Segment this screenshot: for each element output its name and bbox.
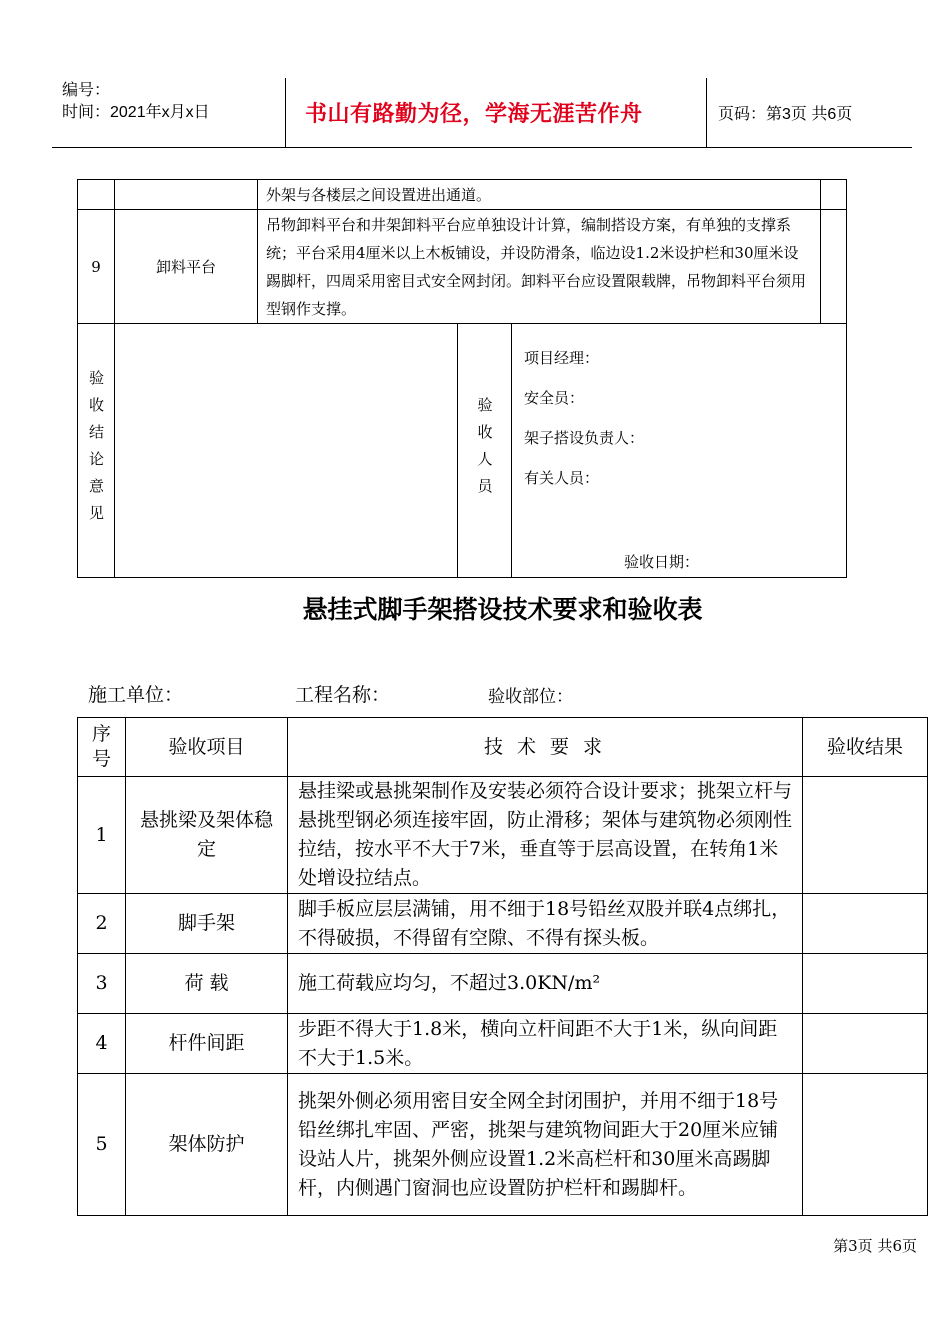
inspection-item: 脚手架: [126, 894, 288, 954]
inspection-item: 架体防护: [126, 1074, 288, 1216]
column-header-requirement: 技 术 要 求: [288, 718, 803, 777]
row-number: 2: [78, 894, 126, 954]
requirement-cell: 悬挂梁或悬挑架制作及安装必须符合设计要求；挑架立杆与悬挑型钢必须连接牢固，防止滑移；架体与建筑物必须刚性拉结，按水平不大于7米，垂直等于层高设置，在转角1米处增设拉结点。: [288, 777, 803, 894]
row-number: 1: [78, 777, 126, 894]
table-row: [78, 1074, 928, 1216]
inspection-item: 悬挑梁及架体稳 定: [126, 777, 288, 894]
conclusion-field: [115, 324, 458, 578]
construction-unit-label: 施工单位：: [88, 684, 184, 706]
requirement-cell: 挑架外侧必须用密目安全网全封闭围护，并用不细于18号铅丝绑扎牢固、严密，挑架与建筑物间距大于20厘米应铺设站人片，挑架外侧应设置1.2米高栏杆和30厘米高踢脚杆，内侧遇门窗洞也应设置防护栏杆和踢脚杆。: [288, 1074, 803, 1216]
requirement-cell: 步距不得大于1.8米，横向立杆间距不大于1米，纵向间距不大于1.5米。: [288, 1014, 803, 1074]
table-row: [78, 210, 847, 324]
inspector-label: 验收人员: [475, 396, 494, 505]
signature-line-scaffold-lead: 架子搭设负责人：: [524, 429, 645, 447]
inspector-signatures: [512, 324, 847, 578]
signature-line-project-manager: 项目经理：: [524, 349, 600, 367]
column-header-no: 序号: [91, 723, 111, 770]
result-cell: [803, 1014, 928, 1074]
requirement-cell: 施工荷载应均匀，不超过3.0KN/m²: [288, 954, 803, 1014]
result-cell: [803, 777, 928, 894]
column-header-item: 验收项目: [126, 718, 288, 777]
requirement-cell: 外架与各楼层之间设置进出通道。: [258, 180, 821, 210]
document-time-label: 时间：2021年x月x日: [62, 104, 210, 121]
header-divider-right: [706, 78, 707, 147]
result-cell: [803, 1074, 928, 1216]
column-header-result: 验收结果: [803, 718, 928, 777]
section-title: 悬挂式脚手架搭设技术要求和验收表: [302, 595, 703, 624]
table-header-row: [78, 718, 928, 777]
table-row: [78, 1014, 928, 1074]
row-number: 9: [78, 210, 115, 324]
conclusion-label-cell: [78, 324, 115, 578]
suspended-scaffold-table: [77, 717, 928, 1216]
table-row: [78, 180, 847, 210]
header-info: [62, 80, 210, 124]
header-rule: [52, 147, 912, 148]
acceptance-part-label: 验收部位：: [488, 687, 573, 707]
inspection-item: 卸料平台: [115, 210, 258, 324]
document-number-label: 编号：: [62, 82, 111, 99]
result-cell: [803, 954, 928, 1014]
header-motto: 书山有路勤为径，学海无涯苦作舟: [305, 101, 643, 127]
inspection-item: 杆件间距: [126, 1014, 288, 1074]
row-number: 4: [78, 1014, 126, 1074]
header-page-label: 页码：第3页 共6页: [718, 106, 853, 123]
table-row: [78, 777, 928, 894]
project-name-label: 工程名称：: [295, 684, 391, 706]
inspection-item: 荷 载: [126, 954, 288, 1014]
row-number: 3: [78, 954, 126, 1014]
acceptance-table-continued: [77, 179, 847, 578]
page-footer: 第3页 共6页: [833, 1237, 917, 1255]
header-divider-left: [285, 78, 286, 147]
requirement-cell: 吊物卸料平台和井架卸料平台应单独设计计算，编制搭设方案，有单独的支撑系统；平台采用4厘米以上木板铺设，并设防滑条，临边设1.2米设护栏和30厘米设踢脚杆，四周采用密目式安全网封闭。卸料平台应设置限载牌，吊物卸料平台须用型钢作支撑。: [258, 210, 821, 324]
signature-line-safety-officer: 安全员：: [524, 389, 585, 407]
inspector-label-cell: [458, 324, 512, 578]
result-cell: [803, 894, 928, 954]
table-row: [78, 324, 847, 578]
conclusion-label: 验收结论意见: [87, 369, 105, 532]
table-row: [78, 954, 928, 1014]
requirement-cell: 脚手板应层层满铺，用不细于18号铅丝双股并联4点绑扎，不得破损，不得留有空隙、不得有探头板。: [288, 894, 803, 954]
signature-line-related-staff: 有关人员：: [524, 469, 600, 487]
acceptance-date-label: 验收日期：: [624, 553, 700, 571]
table-row: [78, 894, 928, 954]
row-number: 5: [78, 1074, 126, 1216]
